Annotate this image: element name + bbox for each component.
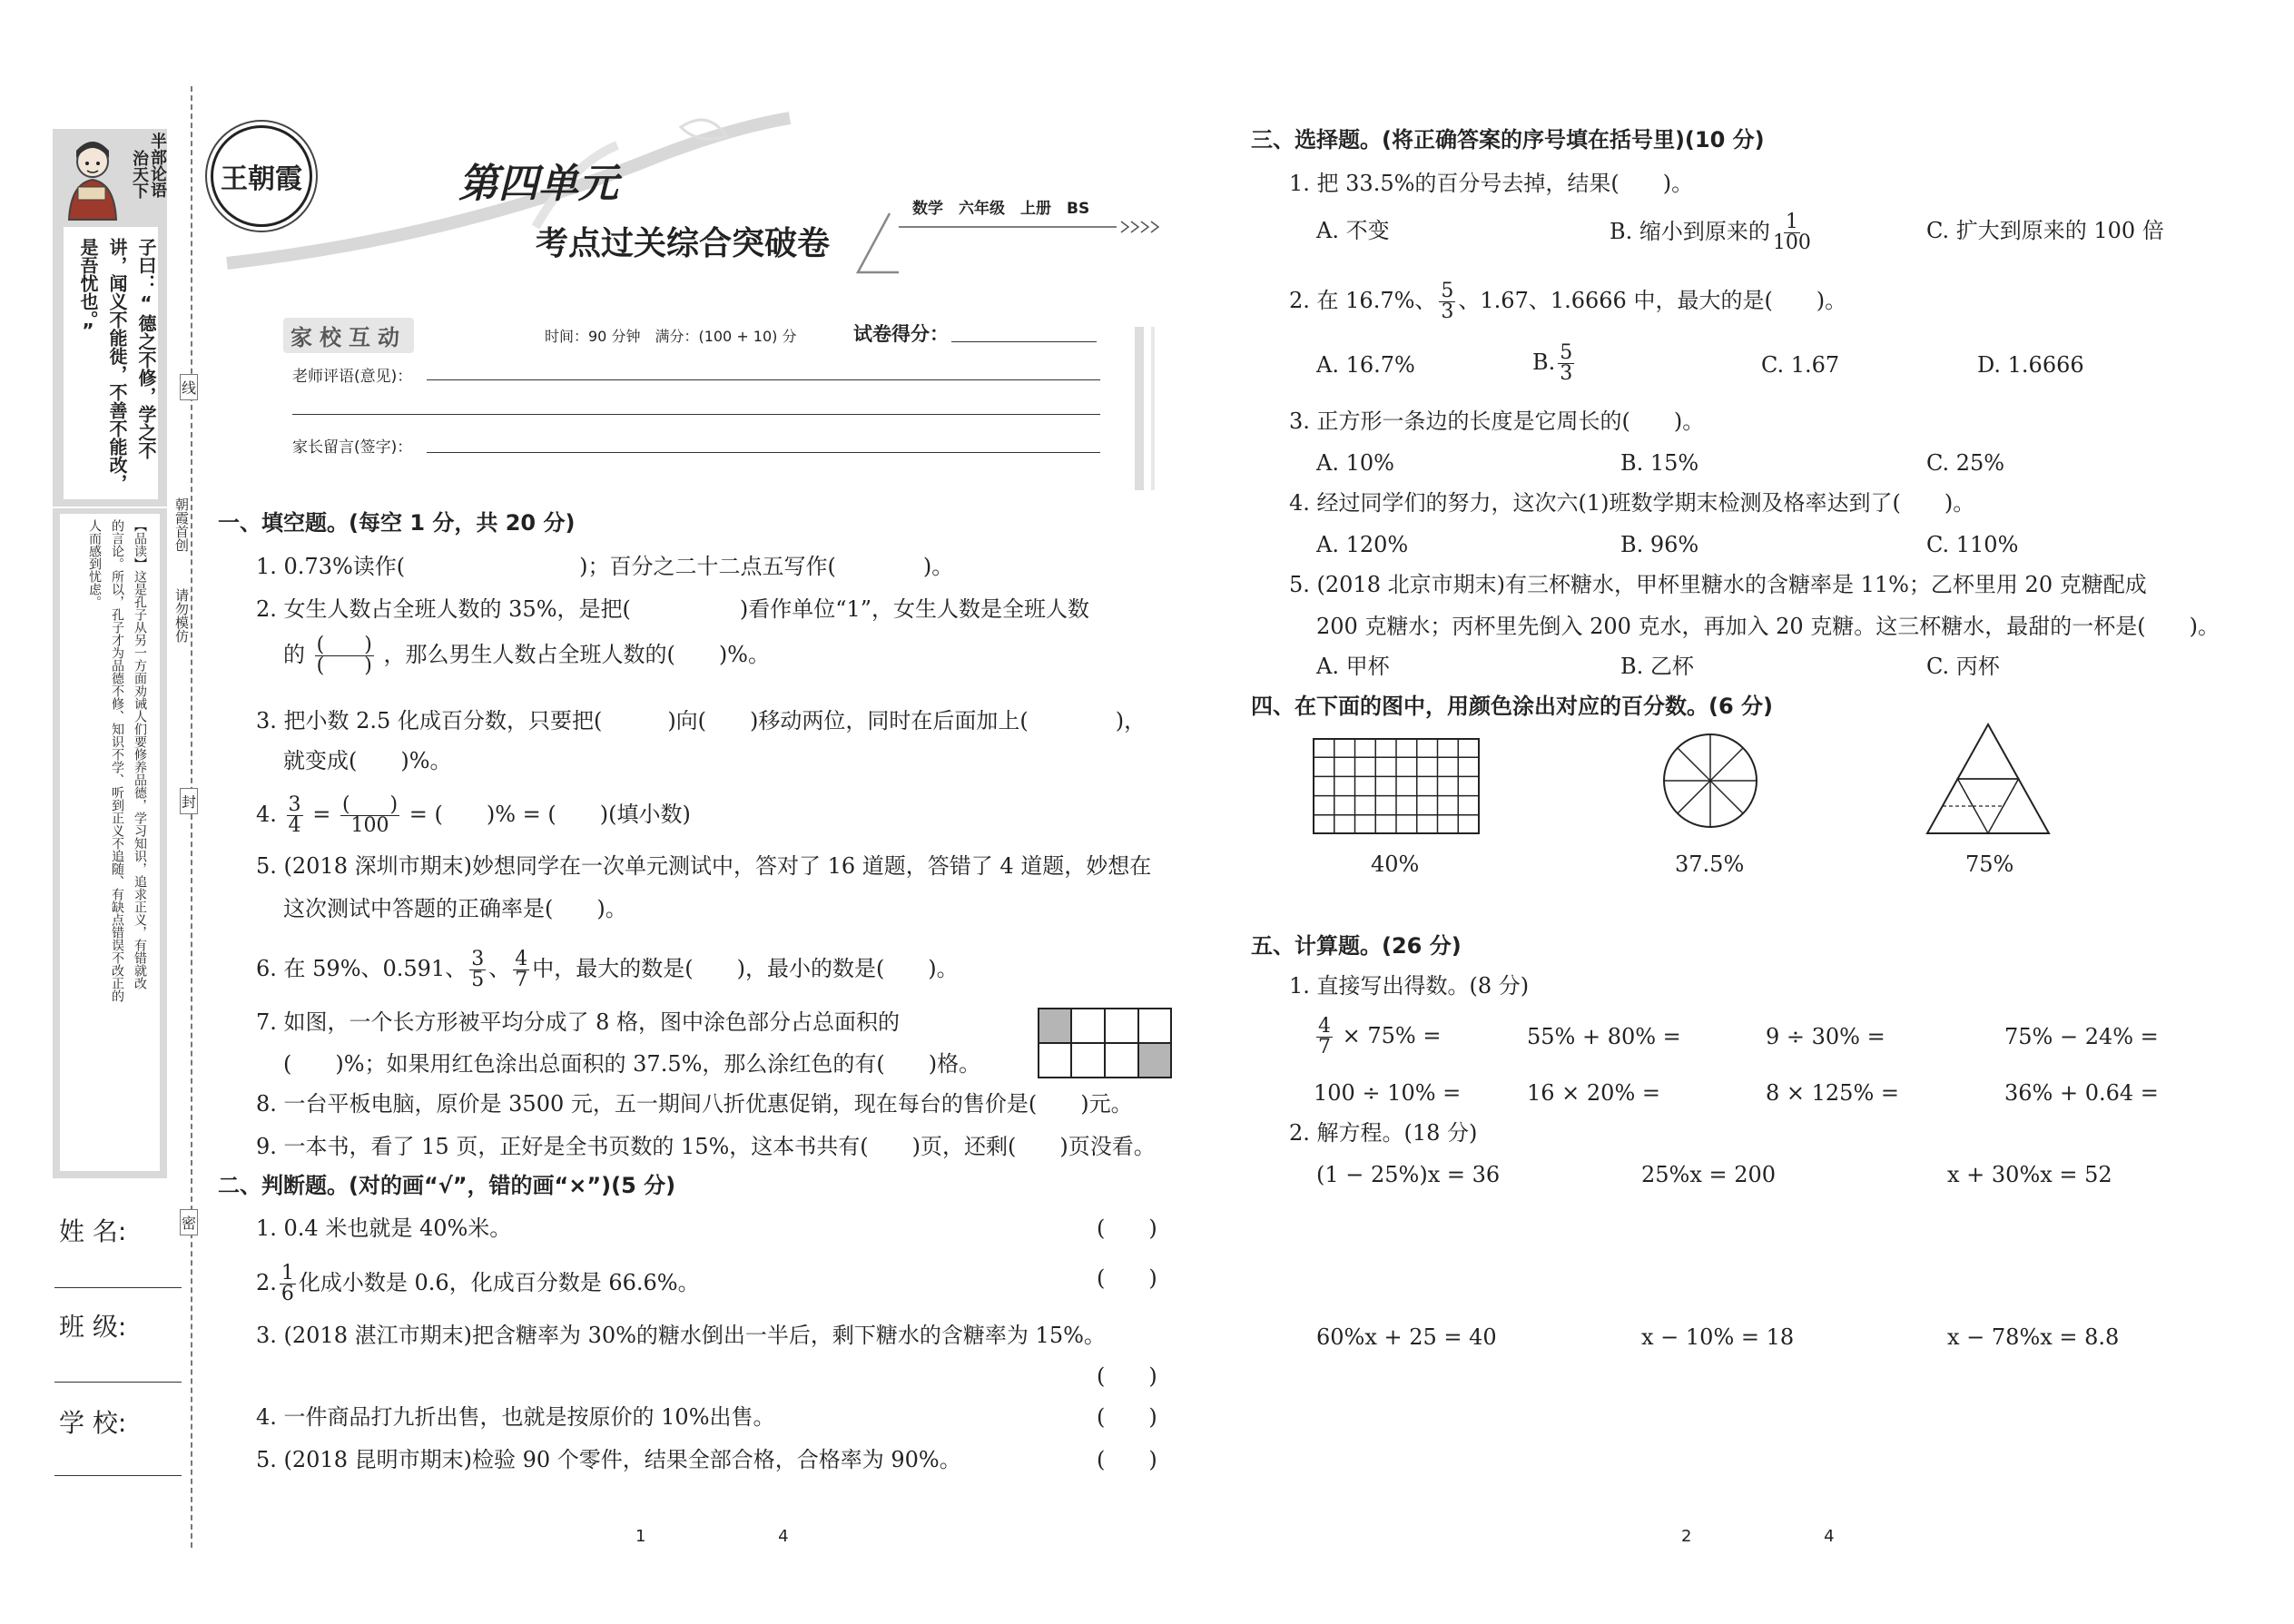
cut-mark-3: 密 <box>180 1209 198 1235</box>
s3-q2-b-num: 5 <box>1560 341 1573 364</box>
s3-q3-a[interactable]: A. 10% <box>1316 450 1394 476</box>
reading-line-2: 的言论。所以，孔子才为品德不修、知识不学、听到正义不追随、有缺点错误不改正的 <box>110 519 124 1002</box>
s1-q6: 6. 在 59%、0.591、 $\frac{3}{5}$ 、 $\frac{4}{7}$ 中，最大的数是( )，最小的数是( )。 <box>256 948 959 991</box>
s3-q4: 4. 经过同学们的努力，这次六(1)班数学期末检测及格率达到了( )。 <box>1289 490 1975 516</box>
s3-q4-c[interactable]: C. 110% <box>1926 532 2019 557</box>
s1-q6-fraction-2 <box>513 950 529 990</box>
s1-q9: 9. 一本书，看了 15 页，正好是全书页数的 15%，这本书共有( )页，还剩( )页没看。 <box>256 1134 1156 1159</box>
equation-4: 60%x + 25 = 40 <box>1316 1324 1497 1350</box>
s1-q6-f2-den: 7 <box>515 969 528 991</box>
triangle-percent-label: 75% <box>1965 851 2014 877</box>
s2-q1-paren[interactable]: ( ) <box>1097 1216 1157 1241</box>
calc-4: 75% − 24% = <box>2004 1024 2159 1049</box>
equation-5: x − 10% = 18 <box>1641 1324 1795 1350</box>
s3-q1-c[interactable]: C. 扩大到原来的 100 倍 <box>1926 218 2164 243</box>
calc-2: 55% + 80% = <box>1527 1024 1681 1049</box>
s1-q4-fraction-den: 4 <box>288 814 301 837</box>
s1-q2-line2 <box>283 635 770 676</box>
s1-q6-fraction-1 <box>469 950 486 990</box>
cut-mark-1: 线 <box>180 374 198 400</box>
teacher-comment-field-2[interactable] <box>292 414 1100 415</box>
reading-line-1: 【品读】这是孔子从另一方面劝诫人们要修养品德，学习知识，追求正义，有错就改 <box>133 519 147 989</box>
section4-heading: 四、在下面的图中，用颜色涂出对应的百分数。(6 分) <box>1251 694 1773 719</box>
s3-q1-b-num: 1 <box>1785 211 1798 233</box>
s3-q1-b-den: 100 <box>1772 231 1811 254</box>
teacher-comment-field[interactable] <box>427 379 1100 380</box>
brand-logo <box>211 125 312 227</box>
s5-sub2: 2. 解方程。(18 分) <box>1289 1120 1478 1146</box>
s3-q1: 1. 把 33.5%的百分号去掉，结果( )。 <box>1289 171 1694 196</box>
parent-comment-field[interactable] <box>427 452 1100 453</box>
calc-6: 16 × 20% = <box>1527 1080 1660 1106</box>
s2-q2-f-den: 6 <box>281 1283 294 1305</box>
s2-q4: 4. 一件商品打九折出售，也就是按原价的 10%出售。 <box>256 1404 775 1430</box>
exam-meta: 数学 六年级 上册 BS <box>912 200 1090 218</box>
page-number-left: 1 4 <box>635 1527 852 1546</box>
quote-line-3: 是吾忧也。” <box>77 238 99 341</box>
s1-q6-f1-num: 3 <box>471 948 485 970</box>
section3-heading: 三、选择题。(将正确答案的序号填在括号里)(10 分) <box>1251 127 1765 153</box>
s2-q3: 3. (2018 湛江市期末)把含糖率为 30%的糖水倒出一半后，剩下糖水的含糖率为 15%。 <box>256 1323 1106 1348</box>
s3-q5-line2: 200 克糖水；丙杯里先倒入 200 克水，再加入 20 克糖。这三杯糖水，最甜的一杯是( )。 <box>1316 614 2220 639</box>
home-school-label: 家校互动 <box>283 318 414 353</box>
s1-q2-pre: 的 <box>283 642 305 667</box>
s1-q5-line2: 这次测试中答题的正确率是( )。 <box>283 896 627 921</box>
s2-q2-fraction <box>280 1264 296 1304</box>
s3-q2-b-fraction <box>1558 343 1574 384</box>
s1-q4-post: = ( )% = ( )(填小数) <box>409 802 691 827</box>
calc-3: 9 ÷ 30% = <box>1766 1024 1885 1049</box>
meta-arrows <box>899 220 1162 232</box>
parent-comment-label: 家长留言(签字)： <box>292 438 413 457</box>
s3-q2-post: 、1.67、1.6666 中，最大的是( )。 <box>1458 288 1847 313</box>
section2-heading: 二、判断题。(对的画“√”，错的画“×”)(5 分) <box>218 1173 676 1198</box>
s1-q2-post: ，那么男生人数占全班人数的( )%。 <box>383 642 770 667</box>
exam-subtitle: 考点过关综合突破卷 <box>536 224 831 262</box>
quote-line-1: 子曰：“德之不修，学之不 <box>135 238 157 459</box>
quote-title-1: 半部论语 <box>148 133 167 198</box>
score-label: 试卷得分： <box>853 323 949 345</box>
s1-q4-fraction-num: 3 <box>288 793 301 816</box>
s3-q2-a[interactable]: A. 16.7% <box>1316 352 1415 378</box>
name-label: 姓 名: <box>59 1216 127 1246</box>
unit-title: 第四单元 <box>458 161 618 207</box>
school-label: 学 校: <box>59 1408 127 1438</box>
class-label: 班 级: <box>59 1312 127 1342</box>
s2-q2-f-num: 1 <box>281 1262 294 1284</box>
s3-q3-b[interactable]: B. 15% <box>1620 450 1699 476</box>
s1-q3-line2: 就变成( )%。 <box>283 748 452 773</box>
grid-figure[interactable] <box>1313 738 1480 834</box>
s2-q1: 1. 0.4 米也就是 40%米。 <box>256 1216 512 1241</box>
s3-q4-a[interactable]: A. 120% <box>1316 532 1409 557</box>
page-number-right: 2 4 <box>1681 1527 1898 1546</box>
s3-q3-c[interactable]: C. 25% <box>1926 450 2005 476</box>
s1-q4-blank-num: ( ) <box>341 793 399 816</box>
copyright-1: 朝霞首创 <box>173 497 190 552</box>
s1-q2-blank-fraction[interactable]: $\frac{( )}{( )}$ <box>316 634 372 677</box>
calc-1-num: 4 <box>1318 1015 1331 1038</box>
calc-1-den: 7 <box>1318 1036 1331 1058</box>
s2-q3-paren[interactable]: ( ) <box>1097 1363 1157 1389</box>
section1-heading: 一、填空题。(每空 1 分，共 20 分) <box>218 510 576 536</box>
s3-q5-b[interactable]: B. 乙杯 <box>1620 654 1694 679</box>
equation-3: x + 30%x = 52 <box>1947 1162 2112 1187</box>
class-field[interactable] <box>54 1382 182 1383</box>
circle-figure[interactable] <box>1661 732 1759 830</box>
equation-1: (1 − 25%)x = 36 <box>1316 1162 1501 1187</box>
s1-q2-line1: 2. 女生人数占全班人数的 35%，是把( )看作单位“1”，女生人数是全班人数 <box>256 596 1090 622</box>
s3-q2-fraction <box>1439 281 1455 322</box>
copyright-2: 请勿模仿 <box>173 588 190 643</box>
s1-q6-post: 中，最大的数是( )，最小的数是( )。 <box>532 956 959 981</box>
s1-q4-blank-den: 100 <box>350 814 389 837</box>
s1-q8: 8. 一台平板电脑，原价是 3500 元，五一期间八折优惠促销，现在每台的售价是( )元。 <box>256 1091 1133 1117</box>
s3-q1-b-fraction <box>1773 212 1811 253</box>
equation-6: x − 78%x = 8.8 <box>1947 1324 2120 1350</box>
s2-q5-paren[interactable]: ( ) <box>1097 1447 1157 1472</box>
s1-q6-pre: 6. 在 59%、0.591、 <box>256 956 468 981</box>
calc-1-fraction <box>1316 1017 1333 1058</box>
s3-q2-b[interactable] <box>1532 343 1577 384</box>
s3-q3: 3. 正方形一条边的长度是它周长的( )。 <box>1289 408 1705 434</box>
calc-7: 8 × 125% = <box>1766 1080 1899 1106</box>
s3-q2-d[interactable]: D. 1.6666 <box>1977 352 2084 378</box>
s3-q2-c[interactable]: C. 1.67 <box>1761 352 1840 378</box>
calc-8: 36% + 0.64 = <box>2004 1080 2159 1106</box>
section5-heading: 五、计算题。(26 分) <box>1251 933 1462 959</box>
name-field[interactable] <box>54 1287 182 1288</box>
calc-1-post: × 75% = <box>1342 1023 1442 1048</box>
s1-q1: 1. 0.73%读作( )；百分之二十二点五写作( )。 <box>256 554 954 579</box>
s1-q4-num: 4. <box>256 802 277 827</box>
s2-q4-paren[interactable]: ( ) <box>1097 1404 1157 1430</box>
calc-5: 100 ÷ 10% = <box>1314 1080 1462 1106</box>
s1-q6-f2-num: 4 <box>515 948 528 970</box>
teacher-comment-label: 老师评语(意见)： <box>292 368 413 386</box>
s3-q5-c[interactable]: C. 丙杯 <box>1926 654 2000 679</box>
school-field[interactable] <box>54 1475 182 1476</box>
reading-line-3: 人而感到忧虑。 <box>87 519 102 608</box>
s3-q5-line1: 5. (2018 北京市期末)有三杯糖水，甲杯里糖水的含糖率是 11%；乙杯里用 20 克糖配成 <box>1289 572 2147 597</box>
quote-line-2: 讲，闻义不能徙，不善不能改， <box>106 238 128 492</box>
s3-q2-b-den: 3 <box>1560 362 1573 385</box>
s3-q5-a[interactable]: A. 甲杯 <box>1316 654 1390 679</box>
s5-sub1: 1. 直接写出得数。(8 分) <box>1289 973 1530 999</box>
triangle-figure[interactable] <box>1925 722 2052 836</box>
s1-q6-f1-den: 5 <box>471 969 485 991</box>
s1-q4: 4. $\frac{3}{4}$ = $\frac{( )}{100}$ = ( )% = ( )(填小数) <box>256 793 691 837</box>
s3-q1-b-pre: B. 缩小到原来的 <box>1610 219 1770 244</box>
s1-q3-line1: 3. 把小数 2.5 化成百分数，只要把( )向( )移动两位，同时在后面加上( )， <box>256 708 1147 733</box>
s3-q2-f-num: 5 <box>1441 280 1454 302</box>
calc-1 <box>1314 1017 1441 1058</box>
s1-q4-blank-fraction[interactable] <box>340 795 399 836</box>
s2-q2-paren[interactable]: ( ) <box>1097 1265 1157 1291</box>
equation-2: 25%x = 200 <box>1641 1162 1777 1187</box>
s3-q4-b[interactable]: B. 96% <box>1620 532 1699 557</box>
s3-q1-b[interactable] <box>1610 212 1814 253</box>
s1-q4-fraction <box>287 795 303 836</box>
score-field[interactable] <box>951 341 1097 342</box>
s1-q7-line1: 7. 如图，一个长方形被平均分成了 8 格，图中涂色部分占总面积的 <box>256 1009 901 1035</box>
s2-q2 <box>256 1264 700 1304</box>
circle-percent-label: 37.5% <box>1675 851 1745 877</box>
s2-q2-post: 化成小数是 0.6，化成百分数是 66.6%。 <box>298 1270 700 1295</box>
s2-q5: 5. (2018 昆明市期末)检验 90 个零件，结果全部合格，合格率为 90%。 <box>256 1447 961 1472</box>
portrait-image <box>56 134 127 221</box>
s3-q2 <box>1289 281 1846 322</box>
grid-percent-label: 40% <box>1371 851 1420 877</box>
s2-q2-num: 2. <box>256 1270 277 1295</box>
brand-logo-text: 王朝霞 <box>221 163 302 195</box>
s3-q2-b-pre: B. <box>1532 349 1556 375</box>
s3-q2-pre: 2. 在 16.7%、 <box>1289 288 1437 313</box>
quote-title-2: 治天下 <box>130 150 149 199</box>
time-info: 时间：90 分钟 满分：(100 + 10) 分 <box>545 328 797 345</box>
cut-mark-2: 封 <box>180 788 198 814</box>
s1-q7-line2: ( )%；如果用红色涂出总面积的 37.5%，那么涂红色的有( )格。 <box>283 1051 981 1077</box>
header-swoosh <box>191 109 1189 490</box>
s1-q5-line1: 5. (2018 深圳市期末)妙想同学在一次单元测试中，答对了 16 道题，答错了 4 道题，妙想在 <box>256 853 1152 879</box>
s1-q7-rectangle-figure[interactable] <box>1038 1008 1172 1078</box>
s3-q2-f-den: 3 <box>1441 300 1454 323</box>
s3-q1-a[interactable]: A. 不变 <box>1316 218 1390 243</box>
